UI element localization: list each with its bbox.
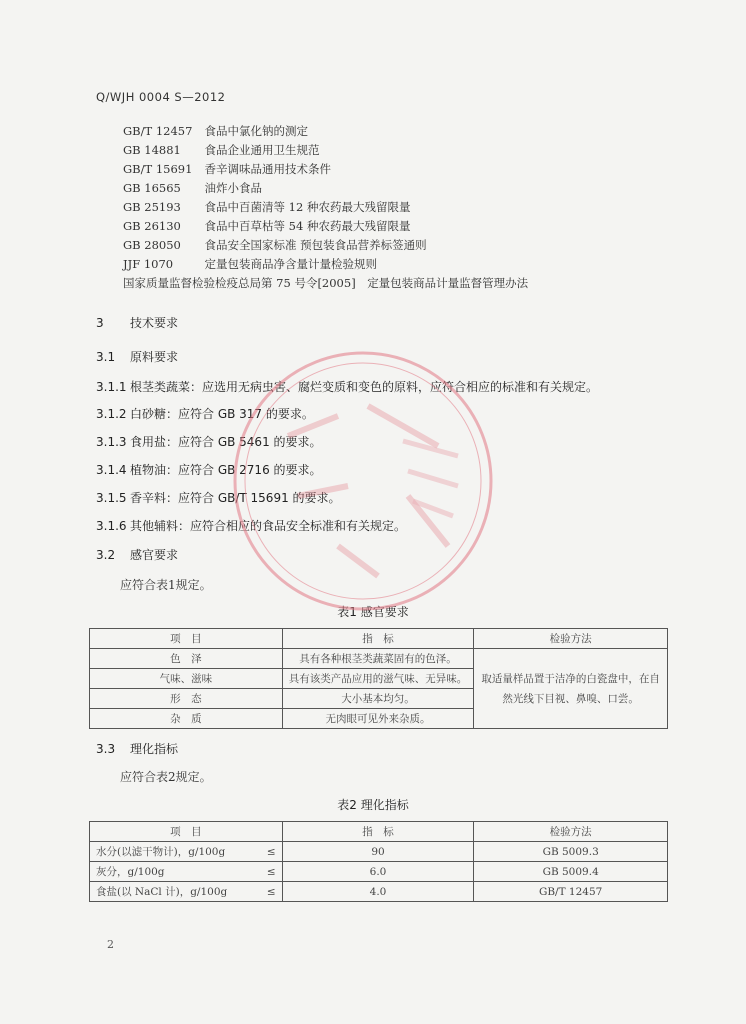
section-heading: 3 技术要求 (96, 316, 179, 330)
section-heading: 3.2 感官要求 (96, 548, 179, 562)
standard-code-header: Q/WJH 0004 S—2012 (96, 90, 226, 104)
reference-item: 国家质量监督检验检疫总局第 75 号令[2005] 定量包装商品计量监督管理办法 (123, 276, 529, 290)
table-header-cell: 指 标 (282, 822, 474, 842)
reference-item: GB 16565 油炸小食品 (123, 181, 262, 195)
table-row: 食盐(以 NaCl 计)，g/100g ≤ 4.0 GB/T 12457 (90, 882, 668, 902)
table-header-cell: 检验方法 (474, 822, 668, 842)
section-heading: 3.1 原料要求 (96, 350, 179, 364)
table-header-cell: 项 目 (90, 629, 283, 649)
reference-item: GB 14881 食品企业通用卫生规范 (123, 143, 320, 157)
reference-item: GB/T 15691 香辛调味品通用技术条件 (123, 162, 331, 176)
table-row: 形 态 大小基本均匀。 (90, 689, 668, 709)
section-heading: 3.3 理化指标 (96, 742, 179, 756)
clause: 3.1.4 植物油：应符合 GB 2716 的要求。 (96, 463, 322, 477)
clause: 3.1.6 其他辅料：应符合相应的食品安全标准和有关规定。 (96, 519, 407, 533)
clause: 3.1.5 香辛料：应符合 GB/T 15691 的要求。 (96, 491, 341, 505)
reference-item: GB 28050 食品安全国家标准 预包装食品营养标签通则 (123, 238, 427, 252)
table-row: 杂 质 无肉眼可见外来杂质。 (90, 709, 668, 729)
reference-item: JJF 1070 定量包装商品净含量计量检验规则 (123, 257, 377, 271)
table-reference-note: 应符合表2规定。 (120, 770, 212, 784)
table1-caption: 表1 感官要求 (337, 605, 409, 619)
table-row: 色 泽 具有各种根茎类蔬菜固有的色泽。 取适量样品置于洁净的白瓷盘中，在自然光线下目视、鼻嗅、口尝。 (90, 649, 668, 669)
table-header-cell: 项 目 (90, 822, 283, 842)
inspection-method-cell: 取适量样品置于洁净的白瓷盘中，在自然光线下目视、鼻嗅、口尝。 (474, 649, 668, 729)
table-header-row (90, 822, 668, 842)
reference-item: GB 25193 食品中百菌清等 12 种农药最大残留限量 (123, 200, 411, 214)
clause: 3.1.2 白砂糖：应符合 GB 317 的要求。 (96, 407, 314, 421)
reference-item: GB/T 12457 食品中氯化钠的测定 (123, 124, 308, 138)
clause: 3.1.1 根茎类蔬菜：应选用无病虫害、腐烂变质和变色的原料，应符合相应的标准和有关规定。 (96, 380, 599, 394)
table-reference-note: 应符合表1规定。 (120, 578, 212, 592)
table-header-row (90, 629, 668, 649)
table-header-cell: 指 标 (282, 629, 474, 649)
table-row: 灰分，g/100g ≤ 6.0 GB 5009.4 (90, 862, 668, 882)
clause: 3.1.3 食用盐：应符合 GB 5461 的要求。 (96, 435, 322, 449)
page-number: 2 (107, 938, 114, 951)
table-row: 气味、滋味 具有该类产品应用的滋气味、无异味。 (90, 669, 668, 689)
sensory-table (89, 628, 668, 729)
reference-item: GB 26130 食品中百草枯等 54 种农药最大残留限量 (123, 219, 411, 233)
table-row: 水分(以滤干物计)，g/100g ≤ 90 GB 5009.3 (90, 842, 668, 862)
physicochemical-table (89, 821, 668, 902)
table2-caption: 表2 理化指标 (337, 798, 409, 812)
table-header-cell: 检验方法 (474, 629, 668, 649)
